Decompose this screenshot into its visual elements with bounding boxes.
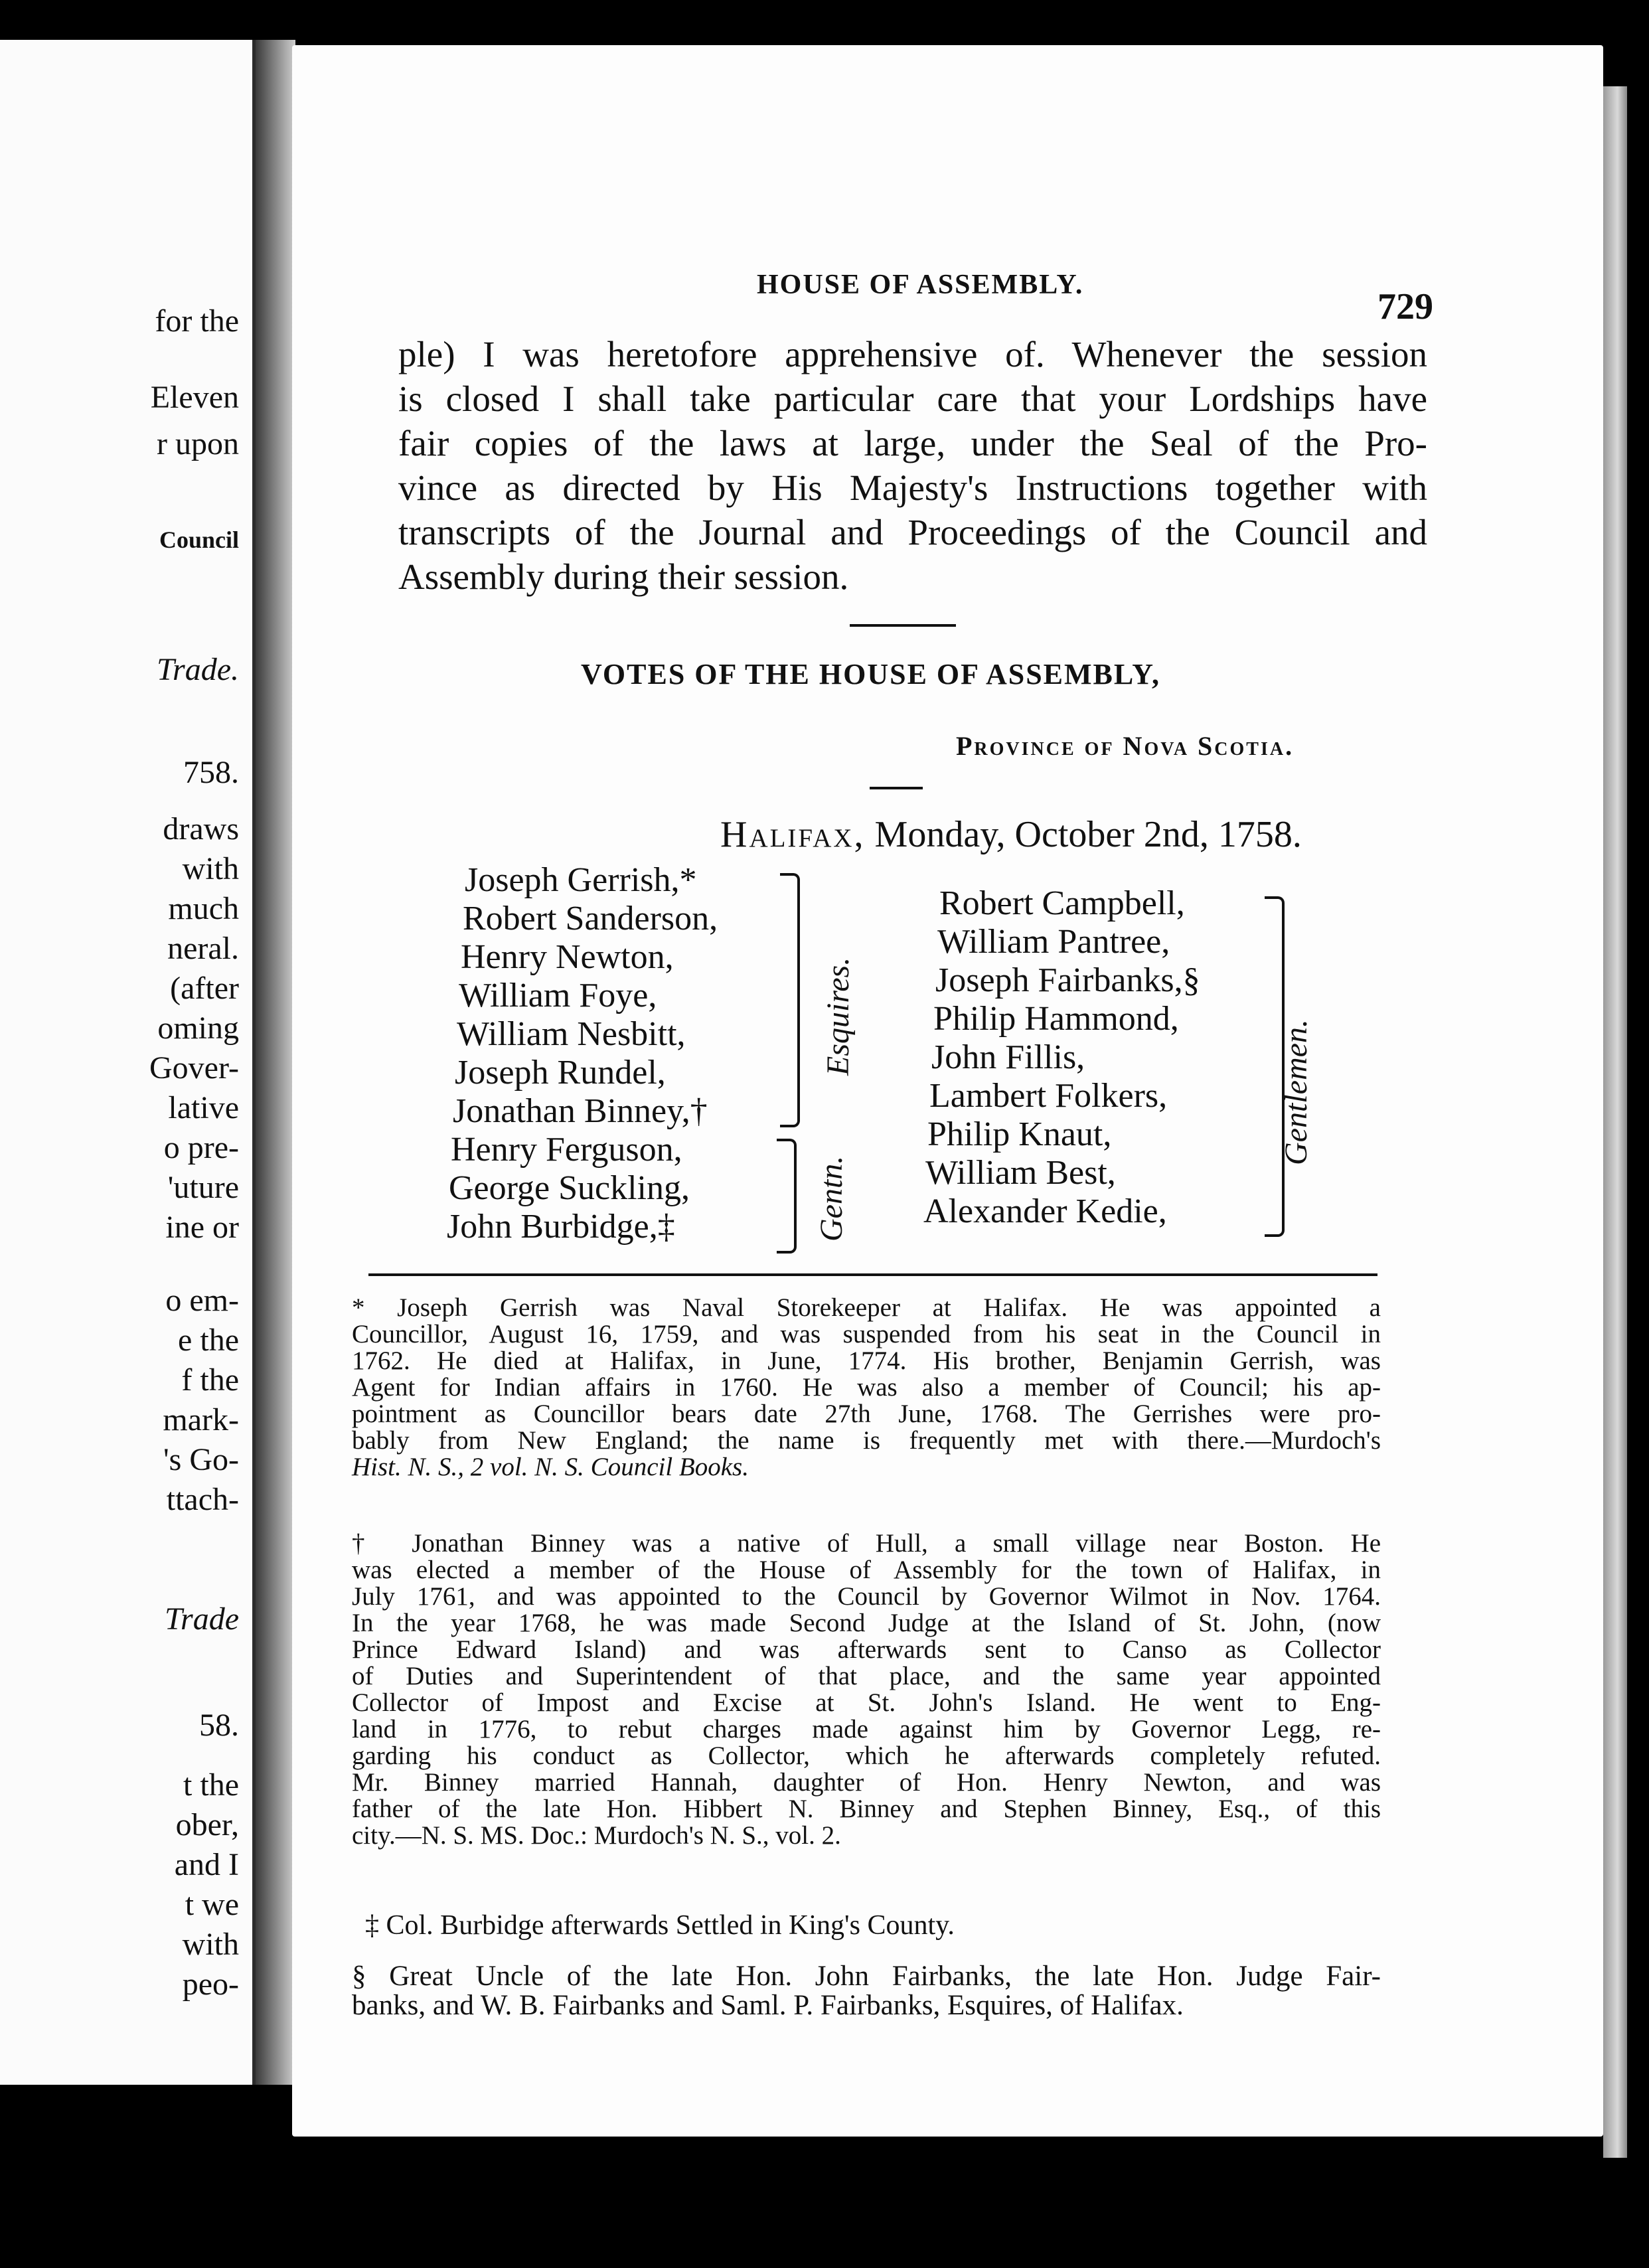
- left-page-line: oming: [157, 1011, 239, 1046]
- left-page-line: e the: [178, 1323, 239, 1358]
- running-head: HOUSE OF ASSEMBLY.: [757, 270, 1084, 300]
- left-page-line: draws: [163, 811, 239, 847]
- left-page-line: neral.: [167, 931, 239, 966]
- member-name: Lambert Folkers,: [929, 1077, 1168, 1115]
- member-name: William Foye,: [459, 977, 657, 1014]
- left-page-line: Trade: [164, 1601, 239, 1637]
- body-line: Assembly during their session.: [398, 556, 849, 597]
- body-line: is closed I shall take particular care that your Lordships have: [398, 378, 1427, 419]
- left-page-line: lative: [168, 1090, 239, 1125]
- left-page-line: 's Go-: [163, 1442, 239, 1477]
- left-page-line: mark-: [163, 1402, 239, 1437]
- footnote-rule: [368, 1273, 1377, 1276]
- left-page-line: 58.: [199, 1708, 239, 1743]
- member-name: John Fillis,: [931, 1038, 1085, 1076]
- member-name: George Suckling,: [449, 1169, 690, 1207]
- member-name: Joseph Fairbanks,§: [935, 961, 1200, 999]
- left-page-line: o em-: [165, 1283, 239, 1318]
- footnote-burbidge: [352, 1912, 1381, 1939]
- gentlemen-label: Gentlemen.: [1279, 1019, 1314, 1165]
- left-page-line: with: [182, 851, 239, 886]
- left-page-line: t we: [185, 1887, 239, 1922]
- footnote-line: Mr. Binney married Hannah, daughter of Hon. Henry Newton, and was: [352, 1768, 1381, 1797]
- left-page-line: t the: [183, 1767, 239, 1803]
- footnote-line: of Duties and Superintendent of that place, and the same year appointed: [352, 1662, 1381, 1690]
- member-name: William Pantree,: [937, 923, 1170, 961]
- left-page-line: and I: [174, 1847, 239, 1882]
- member-name: William Nesbitt,: [457, 1015, 686, 1053]
- member-name: Joseph Gerrish,*: [465, 861, 697, 899]
- dateline-place: Halifax,: [720, 814, 866, 855]
- left-page-line: Gover-: [149, 1050, 239, 1086]
- page-number: 729: [1377, 286, 1433, 327]
- left-page-line: ttach-: [166, 1482, 239, 1517]
- footnote-line: † Jonathan Binney was a native of Hull, a small village near Boston. He: [352, 1529, 1381, 1558]
- footnote-line: garding his conduct as Collector, which he afterwards completely refuted.: [352, 1742, 1381, 1770]
- footnote-line: father of the late Hon. Hibbert N. Binney and Stephen Binney, Esq., of this: [352, 1795, 1381, 1823]
- member-name: John Burbidge,‡: [447, 1208, 675, 1246]
- left-page-line: 'uture: [167, 1170, 239, 1205]
- member-name: Jonathan Binney,†: [453, 1092, 708, 1130]
- gentn-brace: [777, 1139, 797, 1254]
- left-page-line: (after: [170, 971, 239, 1006]
- member-name: William Best,: [925, 1154, 1116, 1192]
- footnote-line: Councillor, August 16, 1759, and was suspended from his seat in the Council in: [352, 1320, 1381, 1348]
- esquires-label: Esquires.: [821, 957, 856, 1076]
- body-line: fair copies of the laws at large, under the Seal of the Pro-: [398, 423, 1427, 463]
- left-page-line: Trade.: [156, 652, 239, 687]
- member-name: Joseph Rundel,: [455, 1054, 666, 1092]
- footnote-line: 1762. He died at Halifax, in June, 1774. His brother, Benjamin Gerrish, was: [352, 1346, 1381, 1375]
- left-page-line: ine or: [165, 1210, 239, 1245]
- section-title: VOTES OF THE HOUSE OF ASSEMBLY,: [581, 658, 1160, 690]
- footnote-line: Collector of Impost and Excise at St. John's Island. He went to Eng-: [352, 1688, 1381, 1717]
- footnote-line: bably from New England; the name is frequently met with there.—Murdoch's: [352, 1426, 1381, 1455]
- province-line: Province of Nova Scotia.: [956, 731, 1295, 761]
- footnote-line: * Joseph Gerrish was Naval Storekeeper at Halifax. He was appointed a: [352, 1293, 1381, 1322]
- footnote-line: Agent for Indian affairs in 1760. He was also a member of Council; his ap-: [352, 1373, 1381, 1402]
- footnote-binney: [352, 1530, 1381, 1849]
- left-page-line: peo-: [182, 1967, 239, 2002]
- short-divider: [870, 787, 923, 789]
- footnote-line: city.—N. S. MS. Doc.: Murdoch's N. S., vol. 2.: [352, 1821, 841, 1850]
- left-page-line: f the: [181, 1362, 239, 1398]
- footnote-line: ‡ Col. Burbidge afterwards Settled in King's County.: [365, 1910, 955, 1941]
- member-name: Philip Hammond,: [933, 1000, 1179, 1038]
- footnote-line: In the year 1768, he was made Second Judge at the Island of St. John, (now: [352, 1609, 1381, 1637]
- member-name: Robert Campbell,: [939, 884, 1185, 922]
- left-page-line: Eleven: [150, 380, 239, 415]
- member-name: Alexander Kedie,: [923, 1192, 1167, 1230]
- body-paragraph: [398, 332, 1427, 599]
- dateline-date: Monday, October 2nd, 1758.: [865, 814, 1302, 855]
- footnote-line: Hist. N. S., 2 vol. N. S. Council Books.: [352, 1453, 749, 1481]
- esquires-brace: [780, 873, 800, 1127]
- body-line: vince as directed by His Majesty's Instructions together with: [398, 467, 1427, 508]
- left-page-line: o pre-: [163, 1130, 239, 1165]
- member-name: Henry Newton,: [461, 938, 674, 976]
- left-facing-page: [0, 40, 262, 2085]
- footnote-gerrish: [352, 1295, 1381, 1481]
- left-page-line: for the: [155, 303, 239, 339]
- left-page-line: with: [182, 1927, 239, 1962]
- left-page-line: ober,: [175, 1807, 239, 1842]
- footnote-line: July 1761, and was appointed to the Council by Governor Wilmot in Nov. 1764.: [352, 1582, 1381, 1611]
- book-gutter: [256, 40, 295, 2085]
- left-page-line: much: [168, 891, 239, 926]
- footnote-fairbanks: [352, 1962, 1381, 2020]
- footnote-line: was elected a member of the House of Assembly for the town of Halifax, in: [352, 1556, 1381, 1584]
- member-name: Henry Ferguson,: [451, 1131, 682, 1169]
- section-divider: [850, 624, 956, 627]
- left-page-line: r upon: [157, 426, 239, 461]
- footnote-line: Prince Edward Island) and was afterwards sent to Canso as Collector: [352, 1635, 1381, 1664]
- dateline: [720, 813, 1302, 856]
- footnote-line: land in 1776, to rebut charges made against him by Governor Legg, re-: [352, 1715, 1381, 1743]
- page-edge: [1603, 86, 1627, 2158]
- member-name: Robert Sanderson,: [463, 900, 718, 937]
- footnote-line: § Great Uncle of the late Hon. John Fairbanks, the late Hon. Judge Fair-: [352, 1961, 1381, 1992]
- footnote-line: banks, and W. B. Fairbanks and Saml. P. Fairbanks, Esquires, of Halifax.: [352, 1990, 1184, 2021]
- footnote-line: pointment as Councillor bears date 27th June, 1768. The Gerrishes were pro-: [352, 1400, 1381, 1428]
- body-line: transcripts of the Journal and Proceedings of the Council and: [398, 512, 1427, 552]
- member-name: Philip Knaut,: [927, 1115, 1112, 1153]
- body-line: ple) I was heretofore apprehensive of. Whenever the session: [398, 334, 1427, 374]
- left-page-line: 758.: [183, 755, 239, 790]
- left-page-line: Council: [159, 526, 239, 553]
- gentn-label: Gentn.: [814, 1155, 849, 1242]
